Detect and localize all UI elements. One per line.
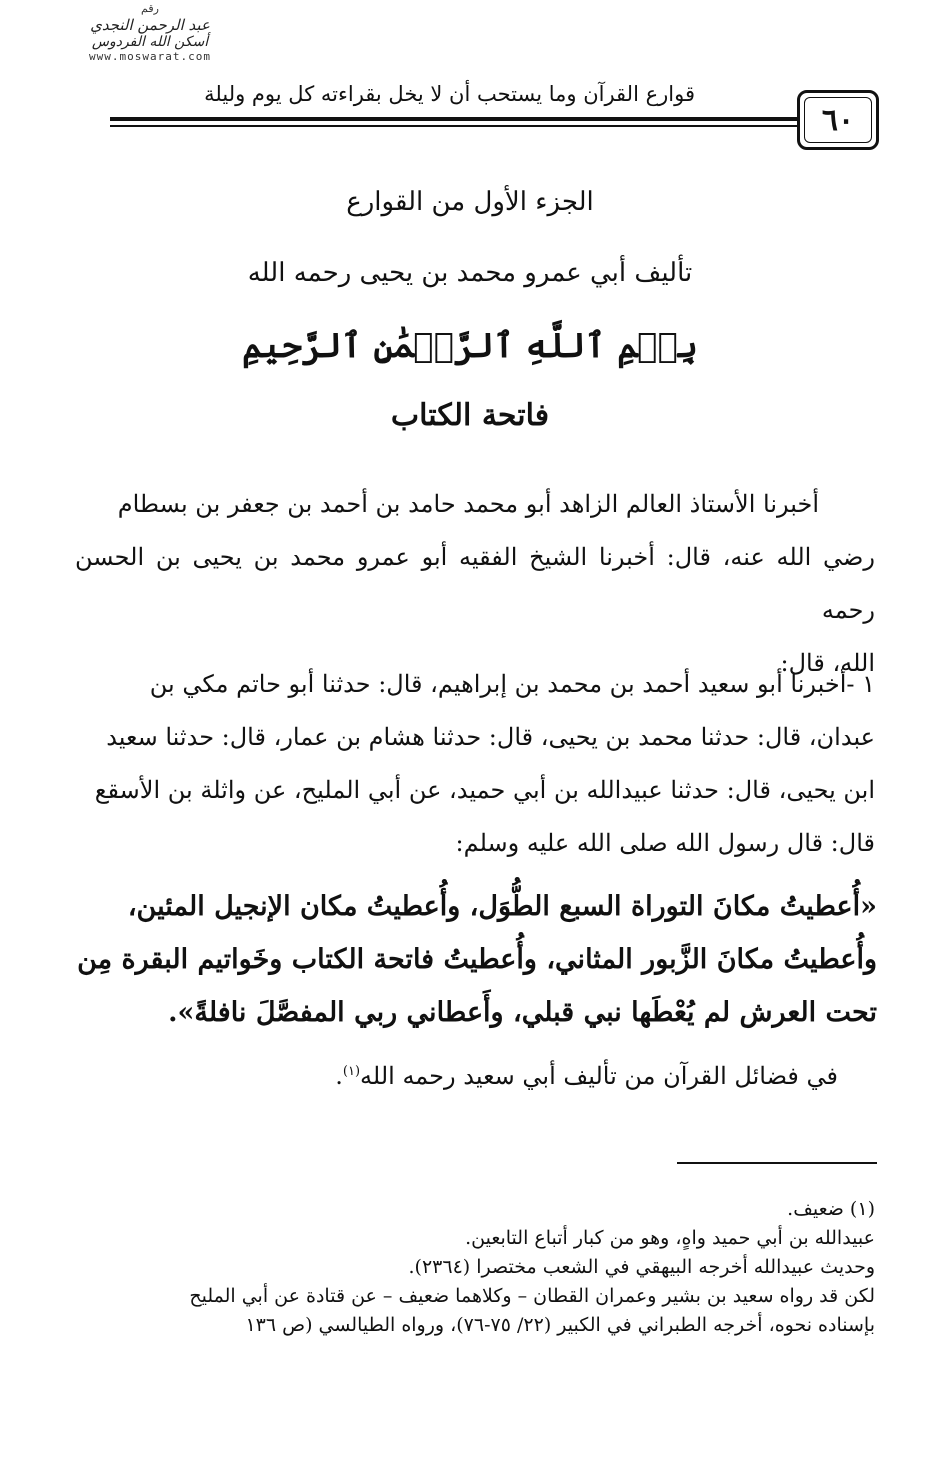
paragraph-line: أخبرنا الأستاذ العالم الزاهد أبو محمد حامد بن أحمد بن جعفر بن بسطام xyxy=(117,490,819,518)
stamp-line-2: عبد الرحمن النجدي xyxy=(90,16,210,34)
footnote-line: لكن قد رواه سعيد بن بشير وعمران القطان – وكلاهما ضعيف – عن قتادة عن أبي المليح xyxy=(189,1285,875,1307)
hadith-line: «أُعطيتُ مكانَ التوراة السبع الطُّوَل، وأُعطيتُ مكان الإنجيل المئين، xyxy=(127,891,877,922)
footnote-line: عبيدالله بن أبي حميد واهٍ، وهو من كبار أتباع التابعين. xyxy=(465,1227,875,1249)
footnote-line: وحديث عبيدالله أخرجه البيهقي في الشعب مختصرا (٢٣٦٤). xyxy=(408,1256,875,1278)
footnote-line: بإسناده نحوه، أخرجه الطبراني في الكبير (٢٢/ ٧٥-٧٦)، ورواه الطيالسي (ص ١٣٦ xyxy=(245,1314,875,1336)
source-end: . xyxy=(335,1062,343,1090)
footnote-line: (١) ضعيف. xyxy=(787,1198,875,1220)
hadith-text xyxy=(70,880,877,1039)
paragraph-line: رضي الله عنه، قال: أخبرنا الشيخ الفقيه أبو عمرو محمد بن يحيى بن الحسن رحمه xyxy=(75,543,875,624)
hadith-chain-paragraph xyxy=(75,658,875,870)
source-text: في فضائل القرآن من تأليف أبي سعيد رحمه الله xyxy=(360,1062,838,1090)
page-number-box xyxy=(797,90,879,150)
header-rule-thick xyxy=(110,117,800,121)
header-rule-thin xyxy=(110,125,800,127)
stamp-line-3: أسكن الله الفردوس xyxy=(91,34,209,50)
stamp-url: www.moswarat.com xyxy=(89,50,211,63)
paragraph-line: عبدان، قال: حدثنا محمد بن يحيى، قال: حدثنا هشام بن عمار، قال: حدثنا سعيد xyxy=(106,723,875,751)
hadith-line: تحت العرش لم يُعْطَها نبي قبلي، وأَعطاني ربي المفصَّلَ نافلةً». xyxy=(168,997,877,1028)
footnotes xyxy=(65,1195,875,1340)
running-header: قوارع القرآن وما يستحب أن لا يخل بقراءته كل يوم وليلة xyxy=(204,82,695,106)
basmala: بِسۡمِ ٱللَّهِ ٱلرَّحۡمَٰنِ ٱلرَّحِيمِ xyxy=(242,326,698,366)
source-citation xyxy=(335,1062,838,1090)
author-heading: تأليف أبي عمرو محمد بن يحيى رحمه الله xyxy=(247,258,693,288)
stamp-line-1: رقم xyxy=(141,2,159,15)
chapter-title: فاتحة الكتاب xyxy=(390,398,550,433)
footnote-marker: (١) xyxy=(342,1064,361,1079)
hadith-line: وأُعطيتُ مكانَ الزَّبور المثاني، وأُعطيتُ فاتحة الكتاب وخَواتيم البقرة مِن xyxy=(77,944,877,975)
paragraph-line: ابن يحيى، قال: حدثنا عبيدالله بن أبي حميد، عن أبي المليح، عن واثلة بن الأسقع xyxy=(94,776,875,804)
footnote-separator xyxy=(677,1162,877,1164)
library-stamp xyxy=(40,2,260,74)
paragraph-line: قال: قال رسول الله صلى الله عليه وسلم: xyxy=(455,829,875,857)
paragraph-line: ١ -أخبرنا أبو سعيد أحمد بن محمد بن إبراهيم، قال: حدثنا أبو حاتم مكي بن xyxy=(149,670,875,698)
page-number: ٦٠ xyxy=(821,102,855,138)
paragraph-line: الله، قال: xyxy=(780,649,875,677)
part-heading: الجزء الأول من القوارع xyxy=(346,187,594,217)
